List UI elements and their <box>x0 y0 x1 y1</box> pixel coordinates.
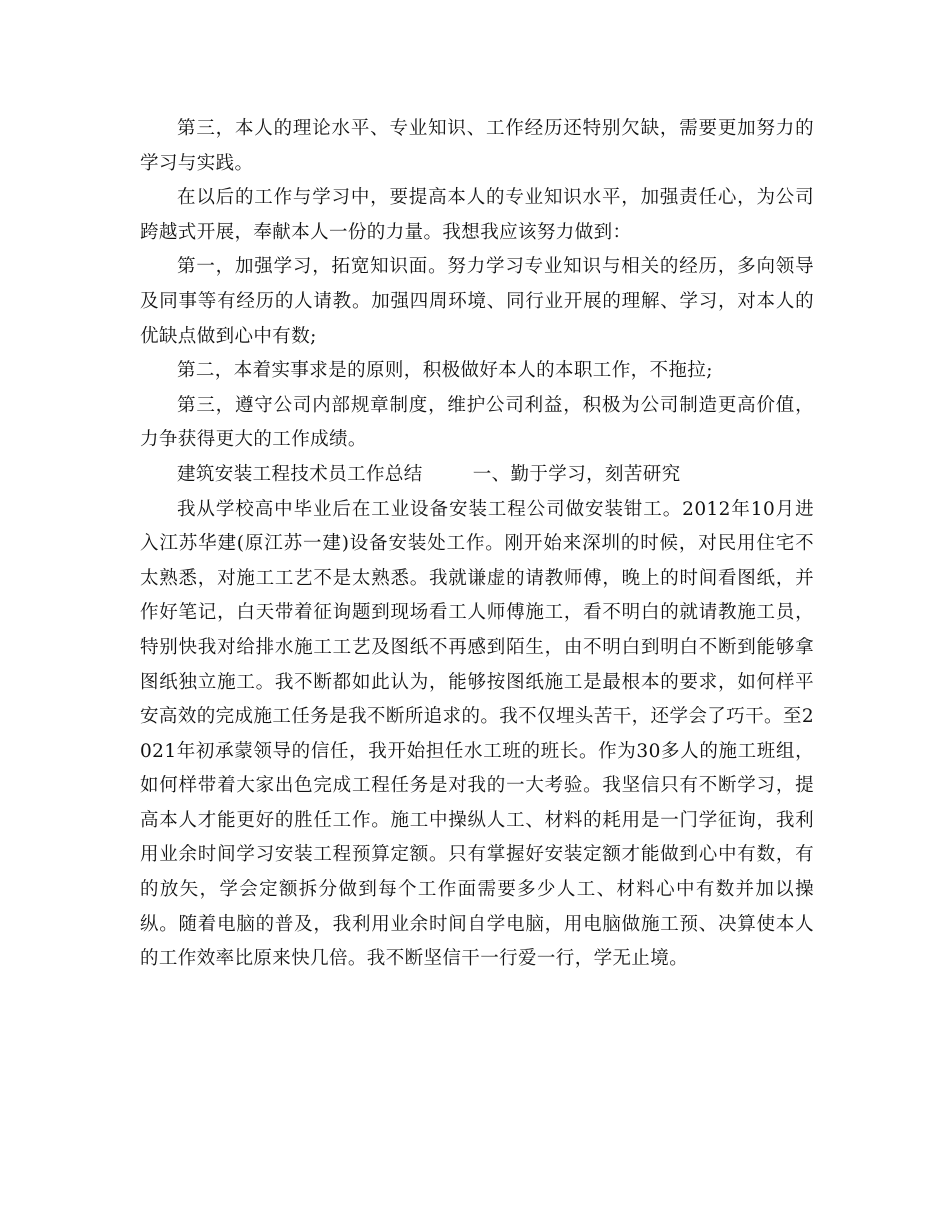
paragraph-5: 第三，遵守公司内部规章制度，维护公司利益，积极为公司制造更高价值，力争获得更大的工作成绩。 <box>140 394 814 451</box>
paragraph-2: 在以后的工作与学习中，要提高本人的专业知识水平，加强责任心，为公司跨越式开展，奉献本人一份的力量。我想我应该努力做到： <box>140 187 814 243</box>
paragraph-1: 第三，本人的理论水平、专业知识、工作经历还特别欠缺，需要更加努力的学习与实践。 <box>140 118 814 174</box>
paragraph-3: 第一，加强学习，拓宽知识面。努力学习专业知识与相关的经历，多向领导及同事等有经历的人请教。加强四周环境、同行业开展的理解、学习，对本人的优缺点做到心中有数; <box>140 256 814 347</box>
document-body <box>140 112 814 977</box>
section-title: 建筑安装工程技术员工作总结 <box>177 463 423 485</box>
section-subtitle: 一、勤于学习，刻苦研究 <box>472 463 681 485</box>
body-paragraph: 我从学校高中毕业后在工业设备安装工程公司做安装钳工。2012年10月进入江苏华建(原江苏一建)设备安装处工作。刚开始来深圳的时候，对民用住宅不太熟悉，对施工工艺不是太熟悉。我就谦虚的请教师傅，晚上的时间看图纸，并作好笔记，白天带着征询题到现场看工人师傅施工，看不明白的就请教施工员，特别快我对给排水施工工艺及图纸不再感到陌生，由不明白到明白不断到能够拿图纸独立施工。我不断都如此认为，能够按图纸施工是最根本的要求，如何样平安高效的完成施工任务是我不断所追求的。我不仅埋头苦干，还学会了巧干。至2021年初承蒙领导的信任，我开始担任水工班的班长。作为30多人的施工班组，如何样带着大家出色完成工程任务是对我的一大考验。我坚信只有不断学习，提高本人才能更好的胜任工作。施工中操纵人工、材料的耗用是一门学征询，我利用业余时间学习安装工程预算定额。只有掌握好安装定额才能做到心中有数，有的放矢，学会定额拆分做到每个工作面需要多少人工、材料心中有数并加以操纵。随着电脑的普及，我利用业余时间自学电脑，用电脑做施工预、决算使本人的工作效率比原来快几倍。我不断坚信干一行爱一行，学无止境。 <box>140 498 814 970</box>
section-heading-line <box>140 458 814 493</box>
paragraph-4: 第二，本着实事求是的原则，积极做好本人的本职工作，不拖拉; <box>177 360 713 382</box>
